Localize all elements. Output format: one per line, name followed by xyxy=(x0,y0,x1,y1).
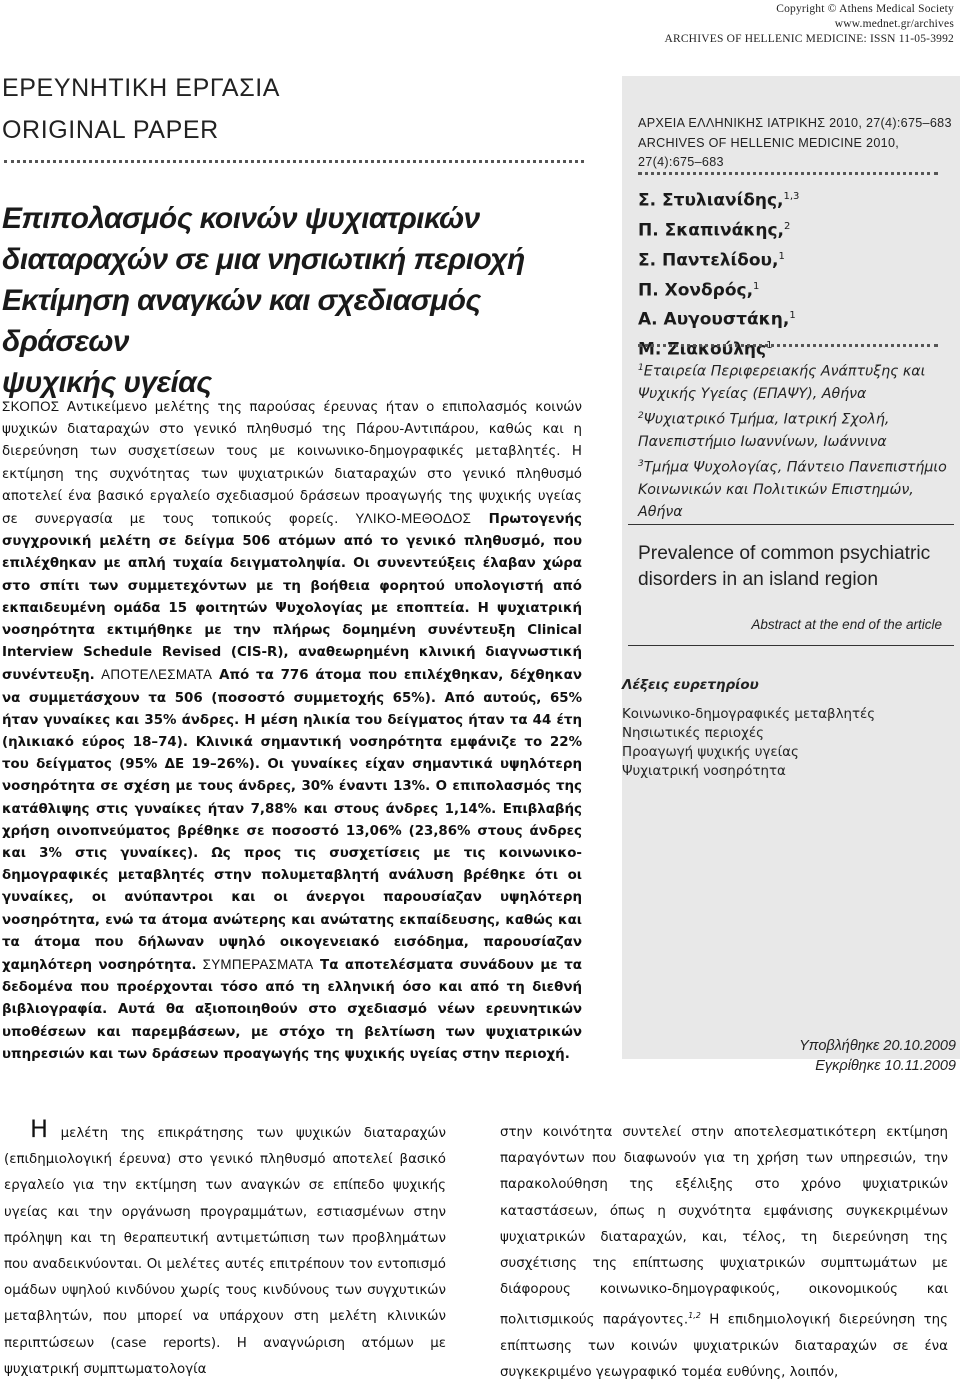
abstract-aim-text: Αντικείμενο μελέτης της παρούσας έρευνας ήταν ο επιπολασμός κοινών ψυχικών διαταραχών στο γενικό πληθυσμό της Πάρου-Αντιπάρου, καθώς και η διερεύνηση των συσχετίσεων τους με κοινωνικο-δημογραφικές μεταβλητές. Η εκτίμηση της συχνότητας των ψυχιατρικών διαταραχών στο γενικό πληθυσμό αποτελεί ένα βασικό εργαλείο σχεδιασμού δράσεων προαγωγής της ψυχικής υγείας σε συνεργασία με τους τοπικούς φορείς. xyxy=(2,400,582,528)
author xyxy=(638,244,799,274)
journal-ref-greek: ΑΡΧΕΙΑ ΕΛΛΗΝΙΚΗΣ ΙΑΤΡΙΚΗΣ 2010, 27(4):675–683 xyxy=(638,116,952,130)
author xyxy=(638,303,799,333)
author-name: Α. Αυγουστάκη, xyxy=(638,310,790,331)
affiliation xyxy=(638,453,958,523)
divider-line xyxy=(628,645,954,646)
drop-cap: Η xyxy=(30,1115,49,1143)
author-affil-sup: 1 xyxy=(778,250,785,262)
title-line: ψυχικής υγείας xyxy=(2,366,212,399)
author-name: Μ. Ζιακούλης xyxy=(638,339,767,360)
affiliation xyxy=(638,405,958,453)
affiliations xyxy=(638,357,958,524)
author-affil-sup: 2 xyxy=(784,220,791,232)
author-name: Π. Σκαπινάκης, xyxy=(638,220,785,241)
author-affil-sup: 1 xyxy=(789,310,796,322)
affiliation-sup: 1 xyxy=(638,363,644,373)
keyword-item: Προαγωγή ψυχικής υγείας xyxy=(622,745,799,760)
affiliation-text: Εταιρεία Περιφερειακής Ανάπτυξης και Ψυχικής Υγείας (ΕΠΑΨΥ), Αθήνα xyxy=(638,363,926,402)
copyright-text: Copyright © Athens Medical Society xyxy=(776,3,954,15)
affiliation xyxy=(638,357,958,405)
abstract-heading-results: ΑΠΟΤΕΛΕΣΜΑΤΑ xyxy=(101,667,213,683)
abstract-heading-methods: ΥΛΙΚΟ-ΜΕΘΟΔΟΣ xyxy=(355,511,472,527)
dotted-divider xyxy=(638,172,938,175)
affiliation-sup: 2 xyxy=(638,411,644,422)
author xyxy=(638,214,799,244)
abstract-methods-text: Πρωτογενής συγχρονική μελέτη σε δείγμα 506 ατόμων από το γενικό πληθυσμό, που επιλέχθηκαν με απλή τυχαία δειγματοληψία. Οι συνεντεύξεις έλαβαν χώρα στο σπίτι των συμμετεχόντων με τη βοήθεια φορητού υπολογιστή από εκπαιδευμένη ομάδα 15 φοιτητών Ψυχολογίας με εποπτεία. Η ψυχιατρική νοσηρότητα εκτιμήθηκε με την πλήρως δομημένη συνέντευξη Clinical Interview Schedule Revised (CIS-R), αναθεωρημένη κλινική διαγνωστική συνέντευξη. xyxy=(2,512,582,684)
journal-url[interactable]: www.mednet.gr/archives xyxy=(834,18,954,30)
abstract-heading-aim: ΣΚΟΠΟΣ xyxy=(2,399,60,414)
author xyxy=(638,184,799,214)
article-title xyxy=(2,198,602,403)
author-name: Σ. Παντελίδου, xyxy=(638,250,779,271)
affiliation-sup: 3 xyxy=(638,459,644,470)
title-line: Εκτίμηση αναγκών και σχεδιασμός δράσεων xyxy=(2,284,481,358)
author xyxy=(638,274,799,304)
author-list xyxy=(638,184,799,363)
dotted-divider xyxy=(638,344,938,347)
issn-line: ARCHIVES OF HELLENIC MEDICINE: ISSN 11-05-3992 xyxy=(664,33,954,45)
english-title: Prevalence of common psychiatric disorders in an island region xyxy=(638,543,931,590)
divider-line xyxy=(628,524,954,525)
journal-reference xyxy=(638,114,953,173)
abstract-conclusions-text: Τα αποτελέσματα συνάδουν με τα δεδομένα που προέρχονται τόσο από τη ελληνική όσο και από τη διεθνή βιβλιογραφία. Αυτά θα αξιοποιηθούν στο σχεδιασμό νέων ερευνητικών υποθέσεων και παρεμβάσεων, με στόχο τη βελτίωση των ψυχιατρικών υπηρεσιών και των δράσεων προαγωγής της ψυχικής υγείας στην περιοχή. xyxy=(2,958,582,1062)
accepted-date: Εγκρίθηκε 10.11.2009 xyxy=(815,1058,956,1074)
keyword-item: Κοινωνικο-δημογραφικές μεταβλητές xyxy=(622,707,876,722)
abstract-end-note: Abstract at the end of the article xyxy=(751,617,942,632)
section-label-greek: ΕΡΕΥΝΗΤΙΚΗ ΕΡΓΑΣΙΑ xyxy=(2,74,281,102)
keyword-item: Ψυχιατρική νοσηρότητα xyxy=(622,764,786,779)
body-text: στην κοινότητα συντελεί στην αποτελεσματικότερη εκτίμηση παραγόντων που διαφωνούν για τη χρήση των υπηρεσιών, την παρακολούθηση της εξέλιξης στο χρόνο ψυχιατρικών καταστάσεων, όπως η συχνότητα εμφάνισης συγκεκριμένων ψυχιατρικών διαταραχών, και, τέλος, τη διερεύνηση της συσχέτισης της επίπτωσης ψυχιατρικών συμπτωμάτων με διάφορους κοινωνικο-δημογραφικούς, οικονομικούς και πολιτισμικούς παράγοντες. xyxy=(500,1125,948,1328)
body-column-right xyxy=(500,1120,948,1387)
citation-sup: 1,2 xyxy=(688,1311,701,1321)
keywords-block xyxy=(622,677,960,781)
affiliation-text: Ψυχιατρικό Τμήμα, Ιατρική Σχολή, Πανεπιστήμιο Ιωαννίνων, Ιωάννινα xyxy=(638,411,890,451)
body-text: Η επιδημιολογική διερεύνηση της επίπτωσης των κοινών ψυχιατρικών διαταραχών σε ένα συγκεκριμένο γεωγραφικό τομέα ευθύνης, λοιπόν, xyxy=(500,1312,948,1381)
author-name: Σ. Στυλιανίδης, xyxy=(638,190,784,211)
author-name: Π. Χονδρός, xyxy=(638,280,754,301)
abstract-greek xyxy=(2,396,582,1066)
copyright-block xyxy=(664,2,954,47)
author-affil-sup: 1 xyxy=(766,340,773,352)
author-affil-sup: 1,3 xyxy=(783,191,800,202)
journal-ref-english: ARCHIVES OF HELLENIC MEDICINE 2010, 27(4):675–683 xyxy=(638,135,900,169)
affiliation-text: Τμήμα Ψυχολογίας, Πάντειο Πανεπιστήμιο Κοινωνικών και Πολιτικών Επιστημών, Αθήνα xyxy=(638,460,947,521)
title-line: Επιπολασμός κοινών ψυχιατρικών xyxy=(2,202,480,235)
dates-block xyxy=(799,1036,956,1076)
body-column-left xyxy=(4,1115,446,1383)
abstract-heading-conclusions: ΣΥΜΠΕΡΑΣΜΑΤΑ xyxy=(202,957,314,973)
body-text: μελέτη της επικράτησης των ψυχικών διαταραχών (επιδημιολογική έρευνα) στο γενικό πληθυσμό αποτελεί βασικό εργαλείο για την εκτίμηση των αναγκών σε επίπεδο ψυχικής υγείας και την οργάνωση προγραμμάτων, εστιασμένων στην πρόληψη και τη θεραπευτική αντιμετώπιση των προβλημάτων που αναδεικνύονται. Οι μελέτες αυτές επιτρέπουν τον εντοπισμό ομάδων υψηλού κινδύνου χωρίς τους κινδύνους των συγχυτικών μεταβλητών, που μπορεί να υπάρχουν στη μελέτη κλινικών περιπτώσεων (case reports). Η αναγνώριση ατόμων με ψυχιατρική συμπτωματολογία xyxy=(4,1126,446,1377)
author-affil-sup: 1 xyxy=(753,280,760,292)
title-line: διαταραχών σε μια νησιωτική περιοχή xyxy=(2,243,525,276)
keyword-item: Νησιωτικές περιοχές xyxy=(622,726,764,741)
dotted-divider xyxy=(4,160,584,163)
keywords-heading: Λέξεις ευρετηρίου xyxy=(622,677,759,693)
section-label-english: ORIGINAL PAPER xyxy=(2,116,219,144)
submitted-date: Υποβλήθηκε 20.10.2009 xyxy=(799,1038,956,1054)
abstract-results-text: Από τα 776 άτομα που επιλέχθηκαν, δέχθηκαν να συμμετάσχουν τα 506 (ποσοστό συμμετοχής 65%). Από αυτούς, 65% ήταν γυναίκες και 35% άνδρες. Η μέση ηλικία του δείγματος ήταν τα 44 έτη (ηλικιακό εύρος 18–74). Κλινικά σημαντική νοσηρότητα εμφάνιζε το 22% του δείγματος (95% ΔΕ 19–26%). Οι γυναίκες είχαν σημαντικά υψηλότερη νοσηρότητα σε σχέση με τους άνδρες, 30% έναντι 13%. Ο επιπολασμός της κατάθλιψης στις γυναίκες ήταν 7,88% και στους άνδρες 1,14%. Επιβλαβής χρήση οινοπνεύματος βρέθηκε σε ποσοστό 13,06% (23,86% στους άνδρες και 3% στις γυναίκες). Ως προς τις συσχετίσεις με τις κοινωνικο-δημογραφικές μεταβλητές στην πολυμεταβλητή ανάλυση βρέθηκε ότι οι γυναίκες, οι ανύπαντροι και οι άνεργοι παρουσίαζαν υψηλότερη νοσηρότητα, ενώ τα άτομα ανώτερης και ανώτατης εκπαίδευσης, καθώς και τα άτομα που δήλωναν υψηλό οικογενειακό εισόδημα, παρουσίαζαν χαμηλότερη νοσηρότητα. xyxy=(2,668,583,974)
